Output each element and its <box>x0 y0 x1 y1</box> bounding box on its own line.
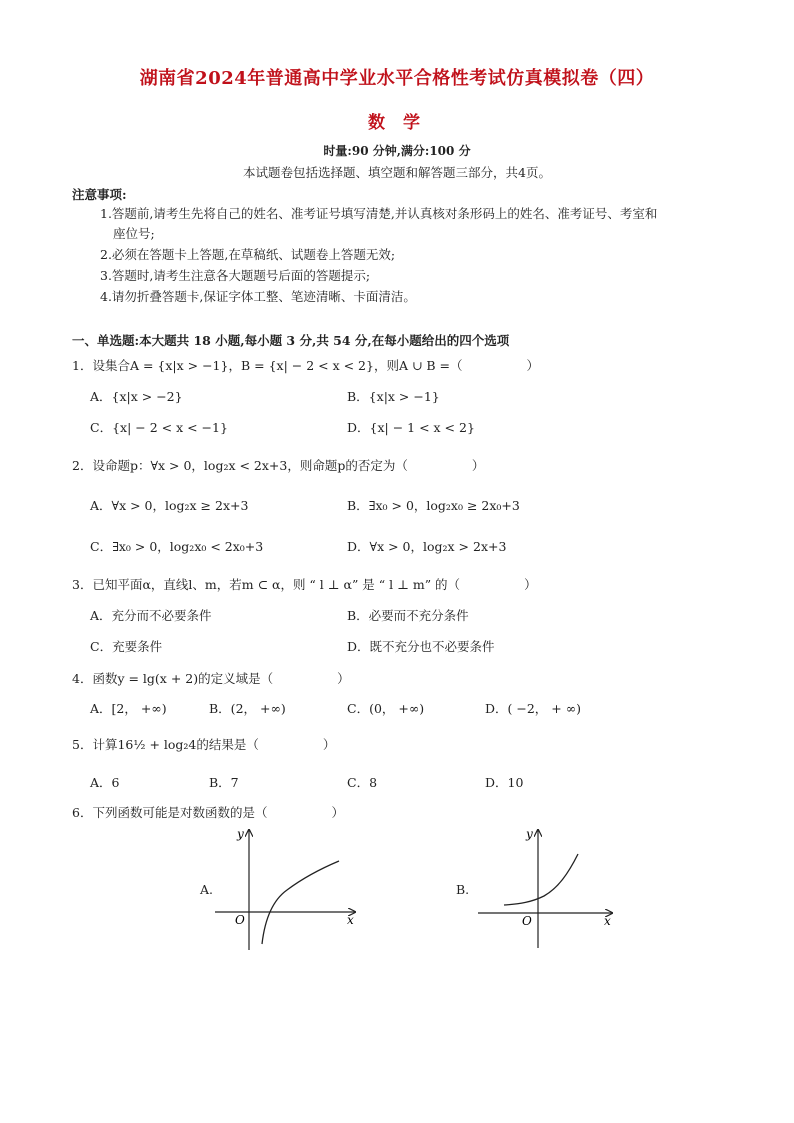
q5-option-d: D．10 <box>485 775 524 790</box>
graph-a <box>215 822 365 952</box>
notice-item-4: 4.请勿折叠答题卡,保证字体工整、笔迹清晰、卡面清洁。 <box>100 289 416 304</box>
q2-option-a: A．∀x > 0，log₂x ≥ 2x+3 <box>90 498 249 513</box>
q4-option-b: B．(2， +∞) <box>209 701 286 716</box>
notice-item-1-cont: 座位号; <box>113 226 155 241</box>
paper-intro: 本试题卷包括选择题、填空题和解答题三部分，共4页。 <box>243 165 551 180</box>
question-6-close: ） <box>331 805 344 820</box>
notice-heading: 注意事项: <box>72 187 127 202</box>
notice-item-2: 2.必须在答题卡上答题,在草稿纸、试题卷上答题无效; <box>100 247 396 262</box>
question-2-stem <box>72 456 484 474</box>
question-5-close: ） <box>322 737 336 752</box>
notice-item-1: 1.答题前,请考生先将自己的姓名、准考证号填写清楚,并认真核对条形码上的姓名、准考证号、考室和 <box>100 206 658 221</box>
graph-b-y-label: y <box>526 827 533 841</box>
notice-item-3: 3.答题时,请考生注意各大题题号后面的答题提示; <box>100 268 371 283</box>
question-4-stem <box>72 669 350 687</box>
graph-a-curve <box>262 861 339 944</box>
q5-option-b: B．7 <box>209 775 239 790</box>
q3-option-b: B．必要而不充分条件 <box>347 608 469 623</box>
question-3-stem <box>72 575 537 593</box>
question-6-text: 6．下列函数可能是对数函数的是（ <box>72 805 268 820</box>
question-4-text: 4．函数y = lg(x + 2)的定义域是（ <box>72 671 274 686</box>
question-1-close: ） <box>526 358 540 373</box>
graph-a-origin-label: O <box>235 913 245 927</box>
q4-option-a: A．[2， +∞) <box>90 701 167 716</box>
question-2-text: 2．设命题p：∀x > 0，log₂x < 2x+3，则命题p的否定为（ <box>72 458 408 473</box>
q6-option-b: B. <box>456 882 470 897</box>
question-3-text: 3．已知平面α，直线l、m，若m ⊂ α，则 “ l ⊥ α” 是 “ l ⊥ m” 的（ <box>72 577 461 592</box>
question-4-close: ） <box>337 671 350 686</box>
question-3-close: ） <box>524 577 537 592</box>
q4-option-c: C．(0， +∞) <box>347 701 425 716</box>
question-5-text: 5．计算16½ + log₂4的结果是（ <box>72 737 259 752</box>
q3-option-a: A．充分而不必要条件 <box>90 608 212 623</box>
question-6-stem <box>72 803 344 821</box>
graph-a-x-label: x <box>347 913 354 927</box>
paper-title: 湖南省2024年普通高中学业水平合格性考试仿真模拟卷（四） <box>139 68 655 89</box>
q4-option-d: D．( −2， + ∞) <box>485 701 582 716</box>
q5-option-a: A．6 <box>90 775 120 790</box>
q3-option-d: D．既不充分也不必要条件 <box>347 639 495 654</box>
question-1-text: 1．设集合A = {x|x > −1}，B = {x| − 2 < x < 2}，则A ∪ B =（ <box>72 358 463 373</box>
q6-option-a: A. <box>200 882 214 897</box>
q5-option-c: C．8 <box>347 775 378 790</box>
section-heading: 一、单选题:本大题共 18 小题,每小题 3 分,共 54 分,在每小题给出的四个选项 <box>72 333 510 348</box>
q1-option-b: B．{x|x > −1} <box>347 389 440 404</box>
q1-option-c: C．{x| − 2 < x < −1} <box>90 420 228 435</box>
graph-b-x-label: x <box>604 914 611 928</box>
q2-option-b: B．∃x₀ > 0，log₂x₀ ≥ 2x₀+3 <box>347 498 520 513</box>
question-1-stem <box>72 356 539 374</box>
graph-b <box>472 822 622 952</box>
graph-b-curve <box>504 854 578 905</box>
q1-option-a: A．{x|x > −2} <box>90 389 183 404</box>
question-5-stem <box>72 735 335 753</box>
graph-b-origin-label: O <box>522 914 532 928</box>
time-score: 时量:90 分钟,满分:100 分 <box>323 144 471 158</box>
q2-option-c: C．∃x₀ > 0，log₂x₀ < 2x₀+3 <box>90 539 264 554</box>
q2-option-d: D．∀x > 0，log₂x > 2x+3 <box>347 539 507 554</box>
subject-title: 数 学 <box>368 113 426 133</box>
q1-option-d: D．{x| − 1 < x < 2} <box>347 420 475 435</box>
q3-option-c: C．充要条件 <box>90 639 163 654</box>
graph-a-y-label: y <box>237 827 244 841</box>
question-2-close: ） <box>471 458 485 473</box>
